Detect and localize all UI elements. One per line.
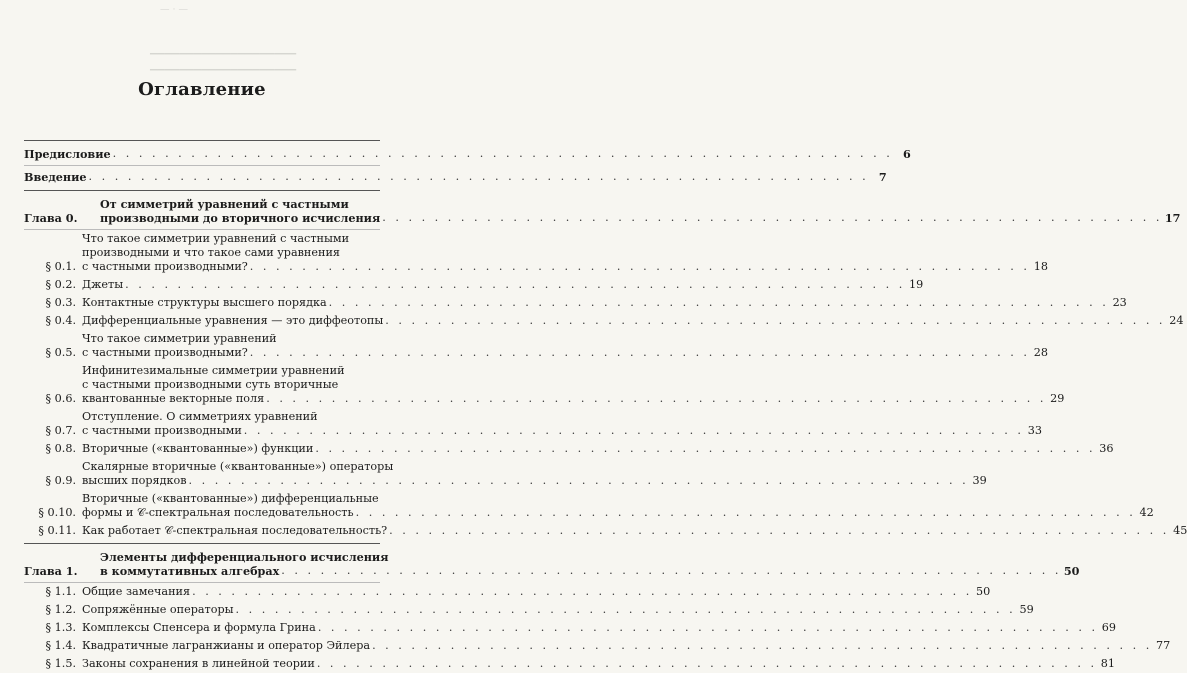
dot-leader: . . . . . . . . . . . . . . . . . . . . . . . . . . . . . . . . . . . . . . . . . . . . . . . . . . . . . . . . . . . . (316, 657, 1097, 670)
section-entry[interactable] (24, 330, 1048, 362)
section-title-line (82, 506, 1136, 520)
section-page-number: 33 (1027, 424, 1042, 437)
chapters-list (24, 191, 1187, 673)
section-page-number: 23 (1112, 296, 1127, 309)
dot-leader: . . . . . . . . . . . . . . . . . . . . . . . . . . . . . . . . . . . . . . . . . . . . . . . . . . . . . . . . . . . . (389, 524, 1170, 537)
section-entry[interactable] (24, 522, 1187, 540)
section-title (82, 639, 1152, 653)
section-title-text: Сопряжённые операторы (82, 603, 234, 616)
section-number: § 0.10. (38, 506, 76, 519)
front-matter-page-number: 7 (878, 170, 887, 184)
section-title-text: Контактные структуры высшего порядка (82, 296, 327, 309)
front-matter-entry[interactable] (24, 166, 887, 190)
front-matter-title-line (24, 170, 869, 184)
chapter-page-number: 17 (1164, 211, 1181, 225)
section-title-text: с частными производными (82, 424, 242, 437)
section-entry[interactable] (24, 490, 1154, 522)
section-title-line (82, 296, 1109, 310)
section-page-number: 24 (1169, 314, 1184, 327)
section-title-text: Инфинитезимальные симметрии уравнений (82, 364, 345, 377)
front-matter-title-line (24, 147, 893, 161)
section-page-number: 39 (972, 474, 987, 487)
section-title-text: с частными производными суть вторичные (82, 378, 339, 391)
table-of-contents (24, 78, 1187, 673)
dot-leader: . . . . . . . . . . . . . . . . . . . . . . . . . . . . . . . . . . . . . . . . . . . . . . . . . . . . . . . . . . . . (355, 506, 1136, 519)
chapter-title-line (100, 211, 1162, 225)
section-title-line (82, 364, 1046, 378)
section-title-line (82, 621, 1098, 635)
section-number: § 0.6. (45, 392, 76, 405)
section-page-number: 69 (1101, 621, 1116, 634)
section-title (82, 232, 1030, 274)
section-title-text: Скалярные вторичные («квантованные») операторы (82, 460, 394, 473)
chapter-title-line (100, 564, 1061, 578)
section-title-text: квантованные векторные поля (82, 392, 265, 405)
section-entry[interactable] (24, 276, 924, 294)
chapter-entry[interactable] (24, 191, 1181, 229)
dot-leader: . . . . . . . . . . . . . . . . . . . . . . . . . . . . . . . . . . . . . . . . . . . . . . . . . . . . . . . . . . . . (315, 442, 1096, 455)
section-title (82, 410, 1024, 438)
front-matter-entry[interactable] (24, 141, 911, 165)
section-entry[interactable] (24, 458, 987, 490)
section-title (82, 603, 1016, 617)
section-page-number: 19 (909, 278, 924, 291)
section-title-line (82, 474, 969, 488)
front-matter-title-text: Введение (24, 170, 87, 184)
section-title-line (82, 492, 1136, 506)
section-number: § 0.4. (45, 314, 76, 327)
section-title (82, 524, 1169, 538)
dot-leader: . . . . . . . . . . . . . . . . . . . . . . . . . . . . . . . . . . . . . . . . . . . . . . . . . . . . . . . . . . . . (385, 314, 1166, 327)
section-title-line (82, 460, 969, 474)
section-page-number: 59 (1019, 603, 1034, 616)
section-title-text: Джеты (82, 278, 124, 291)
chapter-title (100, 197, 1162, 225)
section-title-text: Комплексы Спенсера и формула Грина (82, 621, 316, 634)
section-number: § 0.2. (45, 278, 76, 291)
front-matter-list (24, 141, 911, 190)
dot-leader: . . . . . . . . . . . . . . . . . . . . . . . . . . . . . . . . . . . . . . . . . . . . . . . . . . . . . . . . . . . . (188, 474, 969, 487)
chapter-title-text: в коммутативных алгебрах (100, 564, 280, 578)
section-number: § 1.3. (45, 621, 76, 634)
section-title-text: Квадратичные лагранжианы и оператор Эйлера (82, 639, 371, 652)
section-entry[interactable] (24, 619, 1116, 637)
dot-leader: . . . . . . . . . . . . . . . . . . . . . . . . . . . . . . . . . . . . . . . . . . . . . . . . . . . . . . . . . . . . (125, 278, 906, 291)
section-title-line (82, 392, 1046, 406)
section-entry[interactable] (24, 637, 1171, 655)
chapter-title-line (100, 197, 1162, 211)
section-page-number: 42 (1139, 506, 1154, 519)
section-title (82, 314, 1165, 328)
section-entry[interactable] (24, 312, 1184, 330)
section-title (82, 585, 972, 599)
section-number: § 0.1. (45, 260, 76, 273)
section-number: § 0.3. (45, 296, 76, 309)
section-title-line (82, 603, 1016, 617)
section-page-number: 77 (1156, 639, 1171, 652)
section-entry[interactable] (24, 362, 1065, 408)
dot-leader: . . . . . . . . . . . . . . . . . . . . . . . . . . . . . . . . . . . . . . . . . . . . . . . . . . . . . . . . . . . . (235, 603, 1016, 616)
section-title-line (82, 378, 1046, 392)
section-title-line (82, 410, 1024, 424)
chapter-number: Глава 1. (24, 564, 78, 578)
section-title (82, 332, 1030, 360)
section-page-number: 36 (1099, 442, 1114, 455)
chapter-title-line (100, 550, 1061, 564)
dot-leader: . . . . . . . . . . . . . . . . . . . . . . . . . . . . . . . . . . . . . . . . . . . . . . . . . . . . . . . . . . . . (328, 296, 1109, 309)
section-title-line (82, 524, 1169, 538)
section-title-line (82, 585, 972, 599)
section-title (82, 621, 1098, 635)
section-title-line (82, 246, 1030, 260)
section-title (82, 657, 1097, 671)
section-number: § 1.4. (45, 639, 76, 652)
section-title-text: с частными производными? (82, 260, 248, 273)
dot-leader: . . . . . . . . . . . . . . . . . . . . . . . . . . . . . . . . . . . . . . . . . . . . . . . . . . . . . . . . . . . . (88, 170, 869, 183)
bleed-through-text: — · — ▁▁▁▁▁▁▁▁▁▁▁▁▁▁▁▁▁▁▁▁ ▁▁▁▁▁▁▁▁▁▁▁▁▁▁▁▁▁▁▁▁ (150, 4, 297, 71)
section-title-text: Отступление. О симметриях уравнений (82, 410, 318, 423)
section-title-line (82, 278, 905, 292)
section-title-text: Как работает 𝒞-спектральная последовательность? (82, 524, 388, 537)
section-entry[interactable] (24, 601, 1034, 619)
section-number: § 0.7. (45, 424, 76, 437)
chapter-title-text: От симметрий уравнений с частными (100, 197, 349, 211)
section-title-text: с частными производными? (82, 346, 248, 359)
section-title-text: Вторичные («квантованные») дифференциальные (82, 492, 379, 505)
section-title-text: Что такое симметрии уравнений с частными (82, 232, 350, 245)
section-number: § 0.8. (45, 442, 76, 455)
section-title-text: Дифференциальные уравнения — это диффеотопы (82, 314, 384, 327)
chapter-title-text: производными до вторичного исчисления (100, 211, 381, 225)
section-page-number: 28 (1033, 346, 1048, 359)
dot-leader: . . . . . . . . . . . . . . . . . . . . . . . . . . . . . . . . . . . . . . . . . . . . . . . . . . . . . . . . . . . . (382, 211, 1163, 224)
section-number: § 0.5. (45, 346, 76, 359)
section-page-number: 50 (976, 585, 991, 598)
dot-leader: . . . . . . . . . . . . . . . . . . . . . . . . . . . . . . . . . . . . . . . . . . . . . . . . . . . . . . . . . . . . (249, 260, 1030, 273)
section-title-line (82, 332, 1030, 346)
section-title-text: формы и 𝒞-спектральная последовательность (82, 506, 354, 519)
section-page-number: 29 (1050, 392, 1065, 405)
dot-leader: . . . . . . . . . . . . . . . . . . . . . . . . . . . . . . . . . . . . . . . . . . . . . . . . . . . . . . . . . . . . (243, 424, 1024, 437)
front-matter-title-text: Предисловие (24, 147, 111, 161)
dot-leader: . . . . . . . . . . . . . . . . . . . . . . . . . . . . . . . . . . . . . . . . . . . . . . . . . . . . . . . . . . . . (192, 585, 973, 598)
page-title: Оглавление (138, 79, 266, 100)
dot-leader: . . . . . . . . . . . . . . . . . . . . . . . . . . . . . . . . . . . . . . . . . . . . . . . . . . . . . . . . . . . . (112, 147, 893, 160)
section-title (82, 296, 1109, 310)
section-title-line (82, 346, 1030, 360)
section-title-text: Что такое симметрии уравнений (82, 332, 277, 345)
section-entry[interactable] (24, 655, 1115, 673)
section-number: § 1.2. (45, 603, 76, 616)
chapter-entry[interactable] (24, 544, 1080, 582)
section-page-number: 45 (1173, 524, 1187, 537)
section-title-text: производными и что такое сами уравнения (82, 246, 340, 259)
dot-leader: . . . . . . . . . . . . . . . . . . . . . . . . . . . . . . . . . . . . . . . . . . . . . . . . . . . . . . . . . . . . (266, 392, 1047, 405)
section-entry[interactable] (24, 408, 1042, 440)
dot-leader: . . . . . . . . . . . . . . . . . . . . . . . . . . . . . . . . . . . . . . . . . . . . . . . . . . . . . . . . . . . . (249, 346, 1030, 359)
dot-leader: . . . . . . . . . . . . . . . . . . . . . . . . . . . . . . . . . . . . . . . . . . . . . . . . . . . . . . . . . . . . (281, 564, 1062, 577)
section-number: § 0.9. (45, 474, 76, 487)
section-title-line (82, 424, 1024, 438)
front-matter-page-number: 6 (903, 147, 911, 161)
section-title-text: Общие замечания (82, 585, 191, 598)
section-title-line (82, 232, 1030, 246)
section-page-number: 81 (1100, 657, 1115, 670)
section-entry[interactable] (24, 440, 1114, 458)
section-entry[interactable] (24, 230, 1048, 276)
section-title-line (82, 442, 1096, 456)
section-title-line (82, 639, 1152, 653)
section-title-text: высших порядков (82, 474, 187, 487)
section-title-text: Вторичные («квантованные») функции (82, 442, 314, 455)
section-number: § 1.5. (45, 657, 76, 670)
section-title-line (82, 657, 1097, 671)
section-title-line (82, 260, 1030, 274)
section-title (82, 492, 1136, 520)
chapter-page-number: 50 (1063, 564, 1080, 578)
section-title (82, 442, 1096, 456)
section-title-text: Законы сохранения в линейной теории (82, 657, 315, 670)
front-matter-title (24, 147, 893, 161)
section-entry[interactable] (24, 583, 991, 601)
chapter-number: Глава 0. (24, 211, 78, 225)
section-number: § 0.11. (38, 524, 76, 537)
section-title (82, 364, 1046, 406)
chapter-title-text: Элементы дифференциального исчисления (100, 550, 389, 564)
front-matter-title (24, 170, 869, 184)
dot-leader: . . . . . . . . . . . . . . . . . . . . . . . . . . . . . . . . . . . . . . . . . . . . . . . . . . . . . . . . . . . . (317, 621, 1098, 634)
dot-leader: . . . . . . . . . . . . . . . . . . . . . . . . . . . . . . . . . . . . . . . . . . . . . . . . . . . . . . . . . . . . (372, 639, 1153, 652)
section-title (82, 460, 969, 488)
section-title-line (82, 314, 1165, 328)
section-number: § 1.1. (45, 585, 76, 598)
chapter-title (100, 550, 1061, 578)
section-title (82, 278, 905, 292)
section-entry[interactable] (24, 294, 1127, 312)
section-page-number: 18 (1033, 260, 1048, 273)
